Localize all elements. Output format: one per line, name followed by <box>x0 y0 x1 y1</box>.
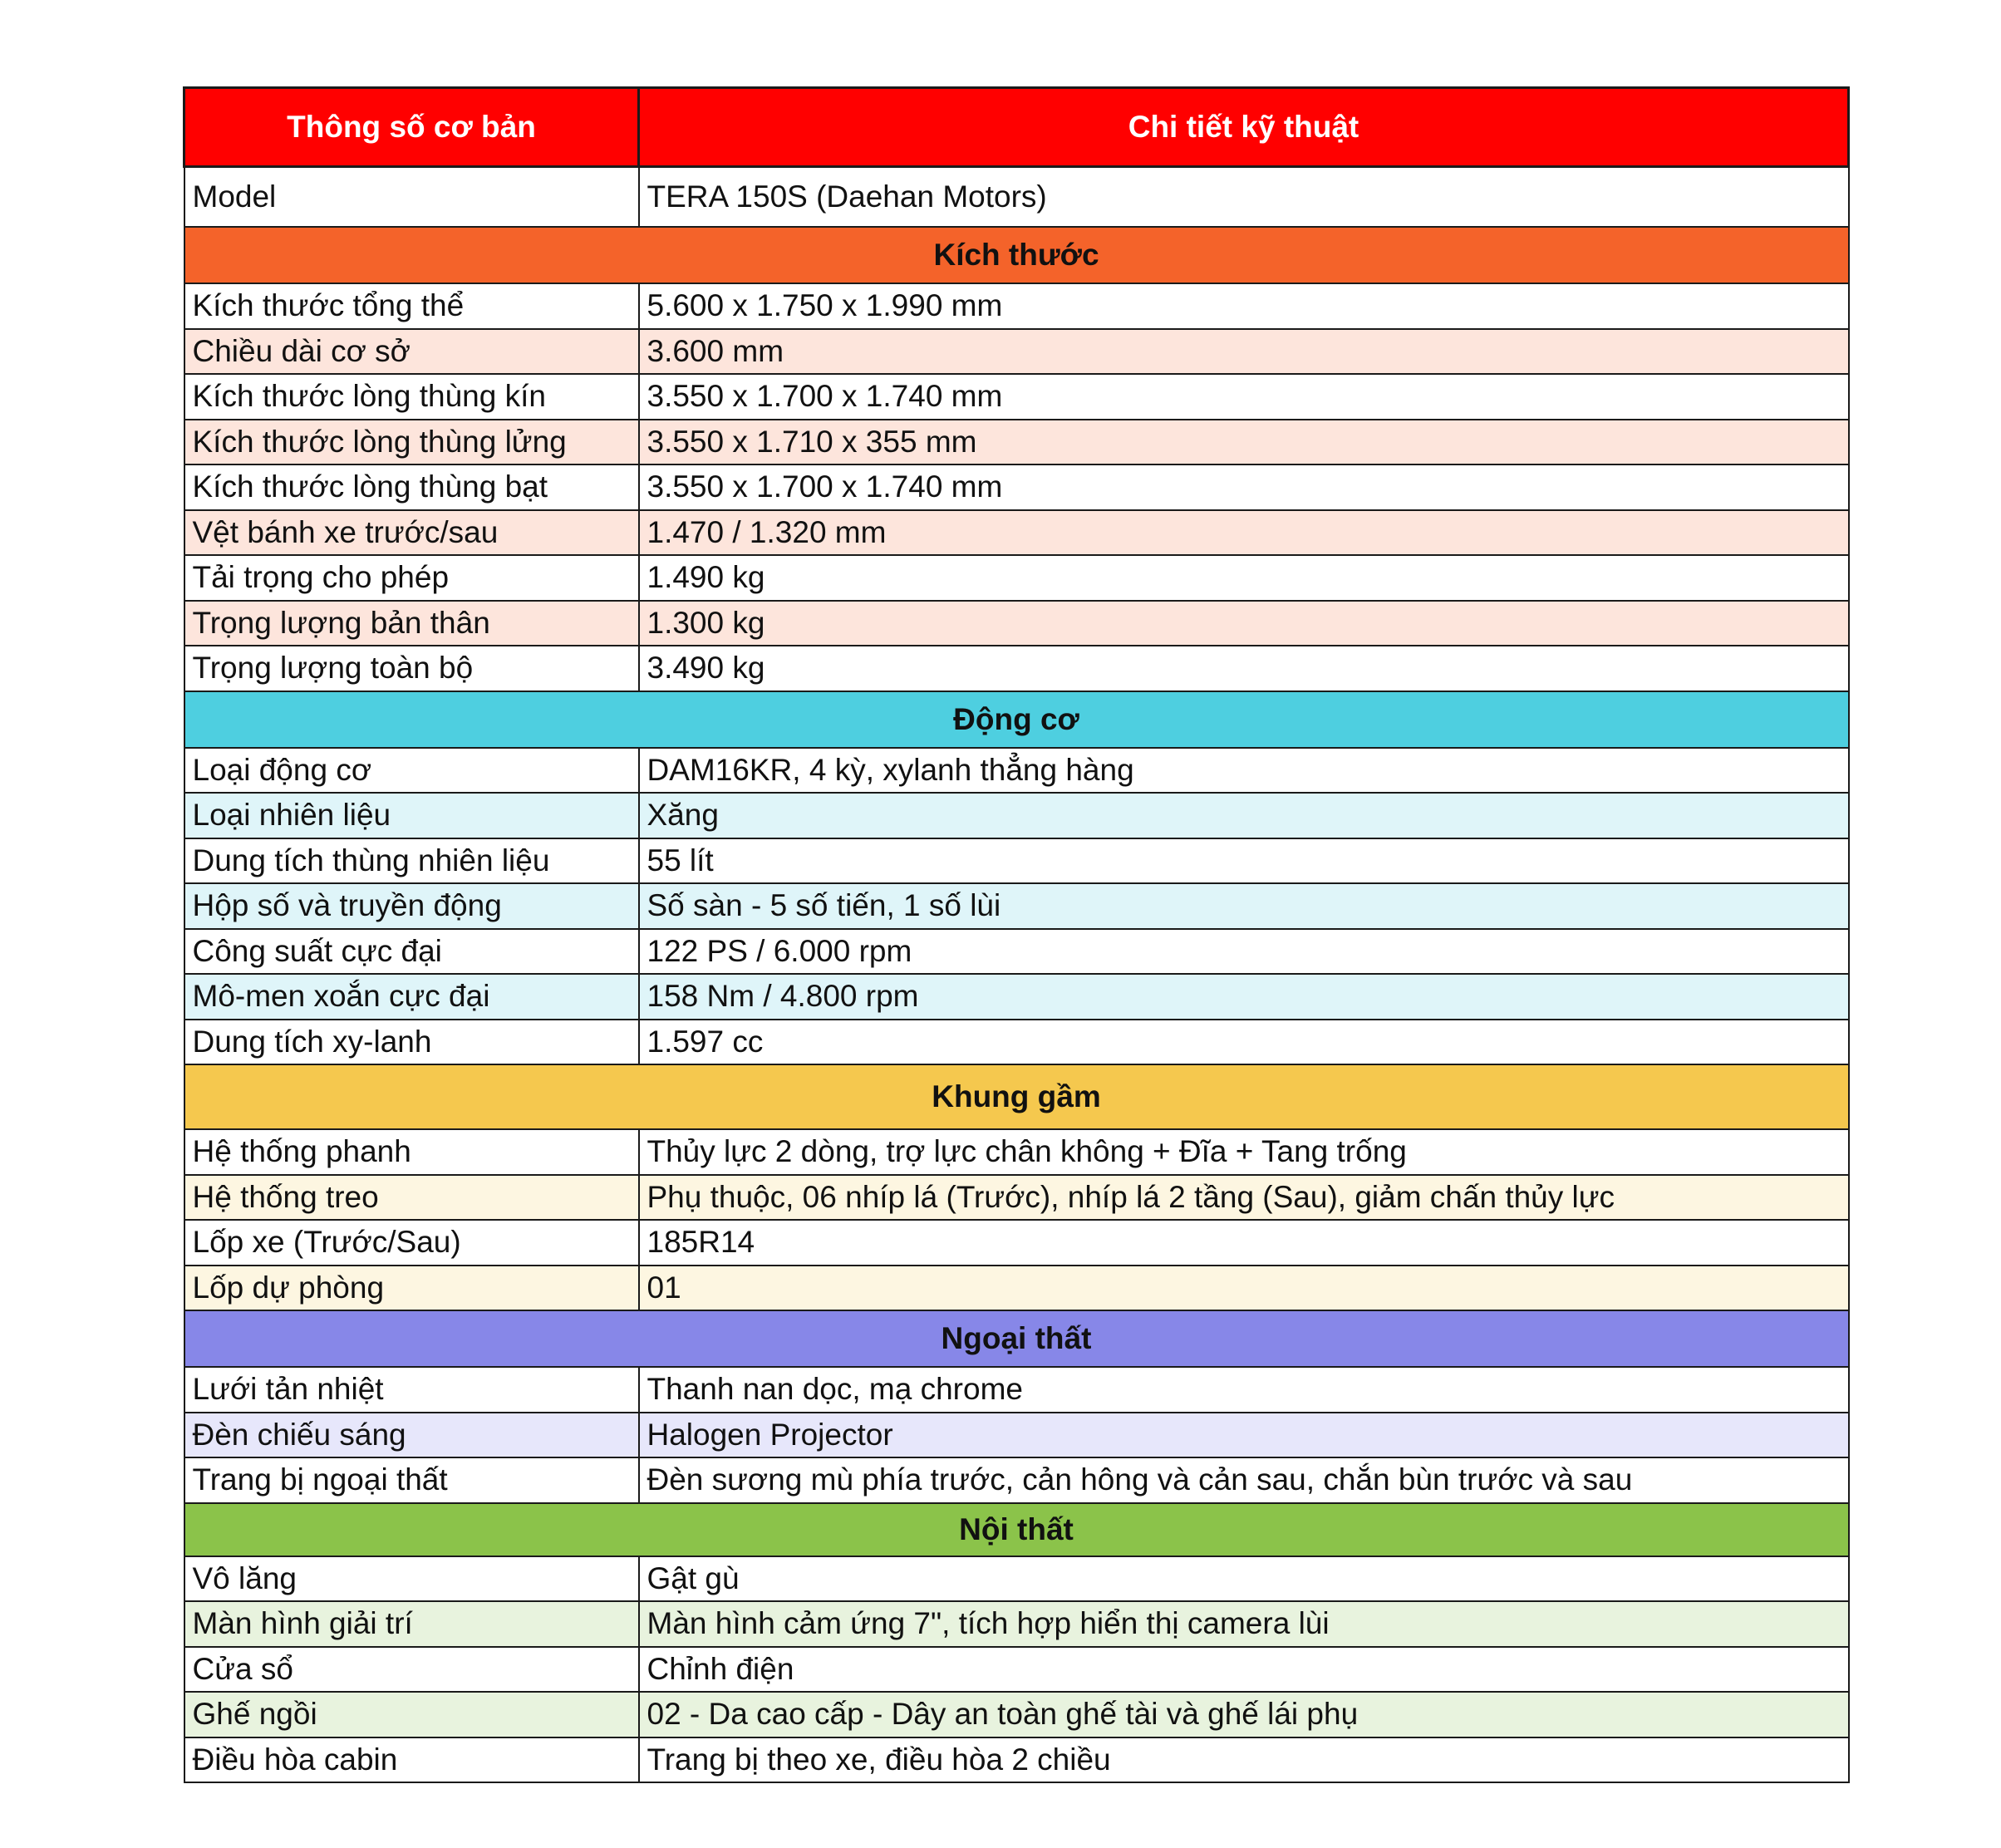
spec-value: 3.550 x 1.700 x 1.740 mm <box>639 374 1849 420</box>
spec-table-body <box>184 88 1849 1783</box>
spec-value: Chỉnh điện <box>639 1647 1849 1693</box>
spec-value: 02 - Da cao cấp - Dây an toàn ghế tài và ghế lái phụ <box>639 1692 1849 1737</box>
section-header-interior <box>184 1503 1849 1556</box>
spec-value: 122 PS / 6.000 rpm <box>639 929 1849 975</box>
spec-label: Trọng lượng toàn bộ <box>184 646 639 691</box>
spec-label: Vô lăng <box>184 1556 639 1602</box>
spec-label: Đèn chiếu sáng <box>184 1413 639 1458</box>
table-row <box>184 1692 1849 1737</box>
table-row <box>184 974 1849 1020</box>
table-row <box>184 929 1849 975</box>
table-row <box>184 1737 1849 1783</box>
spec-value: 3.490 kg <box>639 646 1849 691</box>
table-row <box>184 464 1849 510</box>
spec-label: Loại nhiên liệu <box>184 793 639 838</box>
spec-label: Tải trọng cho phép <box>184 555 639 601</box>
spec-label: Lốp dự phòng <box>184 1266 639 1311</box>
section-title: Khung gầm <box>184 1064 1849 1129</box>
spec-label: Trọng lượng bản thân <box>184 601 639 646</box>
spec-value: 1.300 kg <box>639 601 1849 646</box>
table-row <box>184 883 1849 929</box>
section-header-chassis <box>184 1064 1849 1129</box>
spec-label: Cửa sổ <box>184 1647 639 1693</box>
table-row <box>184 601 1849 646</box>
model-row <box>184 167 1849 228</box>
spec-value: 3.550 x 1.700 x 1.740 mm <box>639 464 1849 510</box>
spec-value: Màn hình cảm ứng 7", tích hợp hiển thị camera lùi <box>639 1601 1849 1647</box>
spec-value: 55 lít <box>639 838 1849 884</box>
section-title: Ngoại thất <box>184 1310 1849 1367</box>
table-row <box>184 1175 1849 1221</box>
table-row <box>184 646 1849 691</box>
spec-value: Halogen Projector <box>639 1413 1849 1458</box>
spec-value: 01 <box>639 1266 1849 1311</box>
spec-value: Thủy lực 2 dòng, trợ lực chân không + Đĩa + Tang trống <box>639 1129 1849 1175</box>
spec-label: Chiều dài cơ sở <box>184 329 639 375</box>
table-row <box>184 1266 1849 1311</box>
spec-label: Lốp xe (Trước/Sau) <box>184 1220 639 1266</box>
table-row <box>184 1601 1849 1647</box>
spec-label: Dung tích xy-lanh <box>184 1020 639 1065</box>
spec-value: 1.597 cc <box>639 1020 1849 1065</box>
spec-label: Ghế ngồi <box>184 1692 639 1737</box>
table-row <box>184 283 1849 329</box>
spec-value: Số sàn - 5 số tiến, 1 số lùi <box>639 883 1849 929</box>
header-basic-specs: Thông số cơ bản <box>184 88 639 167</box>
table-row <box>184 748 1849 794</box>
table-row <box>184 329 1849 375</box>
spec-label: Trang bị ngoại thất <box>184 1457 639 1503</box>
table-row <box>184 1647 1849 1693</box>
section-header-engine <box>184 691 1849 748</box>
table-row <box>184 1129 1849 1175</box>
spec-label: Công suất cực đại <box>184 929 639 975</box>
table-row <box>184 1367 1849 1413</box>
table-row <box>184 1413 1849 1458</box>
section-title: Nội thất <box>184 1503 1849 1556</box>
spec-label: Điều hòa cabin <box>184 1737 639 1783</box>
spec-label: Kích thước lòng thùng kín <box>184 374 639 420</box>
table-row <box>184 510 1849 556</box>
spec-value: 5.600 x 1.750 x 1.990 mm <box>639 283 1849 329</box>
spec-value: Thanh nan dọc, mạ chrome <box>639 1367 1849 1413</box>
spec-label: Kích thước lòng thùng lửng <box>184 420 639 465</box>
spec-label: Màn hình giải trí <box>184 1601 639 1647</box>
table-row <box>184 793 1849 838</box>
spec-label: Vệt bánh xe trước/sau <box>184 510 639 556</box>
spec-label: Hệ thống treo <box>184 1175 639 1221</box>
table-row <box>184 555 1849 601</box>
spec-label: Mô-men xoắn cực đại <box>184 974 639 1020</box>
header-technical-details: Chi tiết kỹ thuật <box>639 88 1849 167</box>
table-row <box>184 420 1849 465</box>
spec-value: Đèn sương mù phía trước, cản hông và cản sau, chắn bùn trước và sau <box>639 1457 1849 1503</box>
spec-value: 1.470 / 1.320 mm <box>639 510 1849 556</box>
table-header-row <box>184 88 1849 167</box>
spec-table <box>183 86 1850 1783</box>
spec-value: Phụ thuộc, 06 nhíp lá (Trước), nhíp lá 2 tầng (Sau), giảm chấn thủy lực <box>639 1175 1849 1221</box>
spec-value: 158 Nm / 4.800 rpm <box>639 974 1849 1020</box>
section-title: Động cơ <box>184 691 1849 748</box>
table-row <box>184 838 1849 884</box>
section-title: Kích thước <box>184 227 1849 283</box>
spec-value: Trang bị theo xe, điều hòa 2 chiều <box>639 1737 1849 1783</box>
model-label: Model <box>184 167 639 228</box>
model-value: TERA 150S (Daehan Motors) <box>639 167 1849 228</box>
spec-value: 3.600 mm <box>639 329 1849 375</box>
spec-label: Hộp số và truyền động <box>184 883 639 929</box>
spec-value: Xăng <box>639 793 1849 838</box>
spec-value: 3.550 x 1.710 x 355 mm <box>639 420 1849 465</box>
spec-label: Dung tích thùng nhiên liệu <box>184 838 639 884</box>
table-row <box>184 1556 1849 1602</box>
spec-label: Hệ thống phanh <box>184 1129 639 1175</box>
table-row <box>184 374 1849 420</box>
section-header-dimensions <box>184 227 1849 283</box>
spec-label: Lưới tản nhiệt <box>184 1367 639 1413</box>
spec-value: 1.490 kg <box>639 555 1849 601</box>
section-header-exterior <box>184 1310 1849 1367</box>
spec-value: Gật gù <box>639 1556 1849 1602</box>
spec-value: DAM16KR, 4 kỳ, xylanh thẳng hàng <box>639 748 1849 794</box>
table-row <box>184 1020 1849 1065</box>
table-row <box>184 1220 1849 1266</box>
spec-value: 185R14 <box>639 1220 1849 1266</box>
spec-label: Loại động cơ <box>184 748 639 794</box>
spec-label: Kích thước lòng thùng bạt <box>184 464 639 510</box>
spec-label: Kích thước tổng thể <box>184 283 639 329</box>
table-row <box>184 1457 1849 1503</box>
